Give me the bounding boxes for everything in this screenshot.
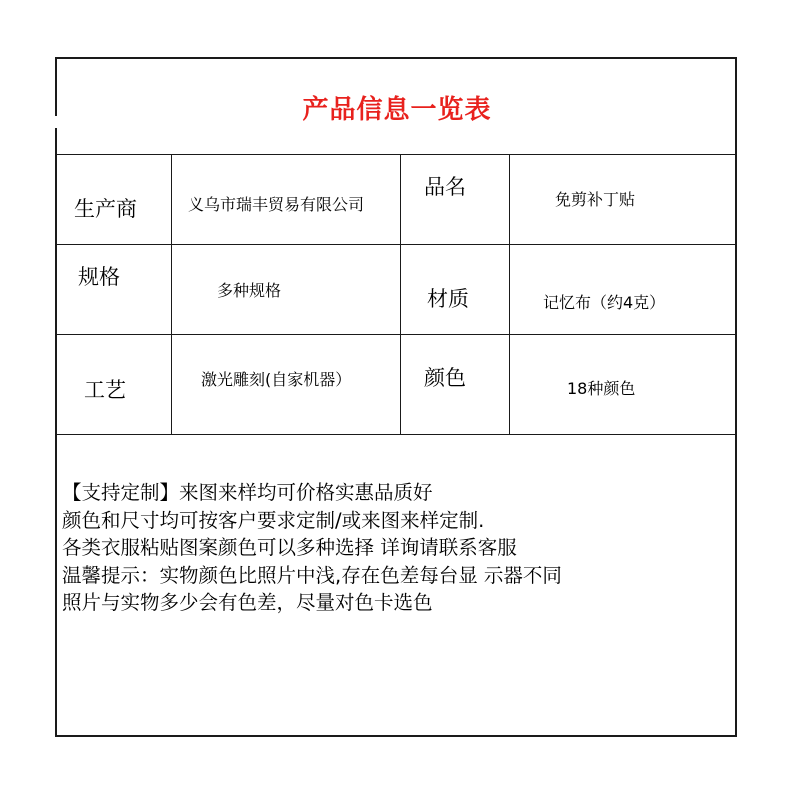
label-specification: 规格 bbox=[78, 265, 120, 289]
value-specification: 多种规格 bbox=[217, 281, 282, 300]
value-color: 18种颜色 bbox=[567, 379, 636, 398]
note-line: 颜色和尺寸均可按客户要求定制/或来图来样定制. bbox=[62, 508, 485, 532]
table-rule-col-3 bbox=[509, 154, 510, 435]
notes-section bbox=[62, 479, 732, 617]
table-rule-row-2 bbox=[55, 334, 737, 335]
table-rule-row-1 bbox=[55, 244, 737, 245]
label-product-name: 品名 bbox=[424, 175, 466, 199]
value-product-name: 免剪补丁贴 bbox=[555, 190, 636, 209]
value-material: 记忆布（约4克） bbox=[543, 293, 666, 312]
table-rule-col-1 bbox=[171, 154, 172, 435]
table-rule-bottom bbox=[55, 434, 737, 435]
page-title: 产品信息一览表 bbox=[302, 94, 492, 125]
note-line: 各类衣服粘贴图案颜色可以多种选择 详询请联系客服 bbox=[62, 536, 517, 559]
table-rule-col-2 bbox=[400, 154, 401, 435]
note-line: 照片与实物多少会有色差，尽量对色卡选色 bbox=[62, 591, 433, 614]
table-rule-top bbox=[55, 154, 737, 155]
label-process: 工艺 bbox=[84, 378, 126, 402]
label-color: 颜色 bbox=[424, 366, 466, 390]
note-line: 温馨提示：实物颜色比照片中浅,存在色差每台显 示器不同 bbox=[62, 563, 562, 587]
label-manufacturer: 生产商 bbox=[74, 197, 137, 221]
note-line: 【支持定制】来图来样均可价格实惠品质好 bbox=[62, 481, 433, 504]
value-process: 激光雕刻(自家机器） bbox=[201, 370, 352, 389]
value-manufacturer: 义乌市瑞丰贸易有限公司 bbox=[188, 195, 365, 214]
label-material: 材质 bbox=[427, 287, 469, 311]
product-info-table bbox=[55, 154, 737, 435]
